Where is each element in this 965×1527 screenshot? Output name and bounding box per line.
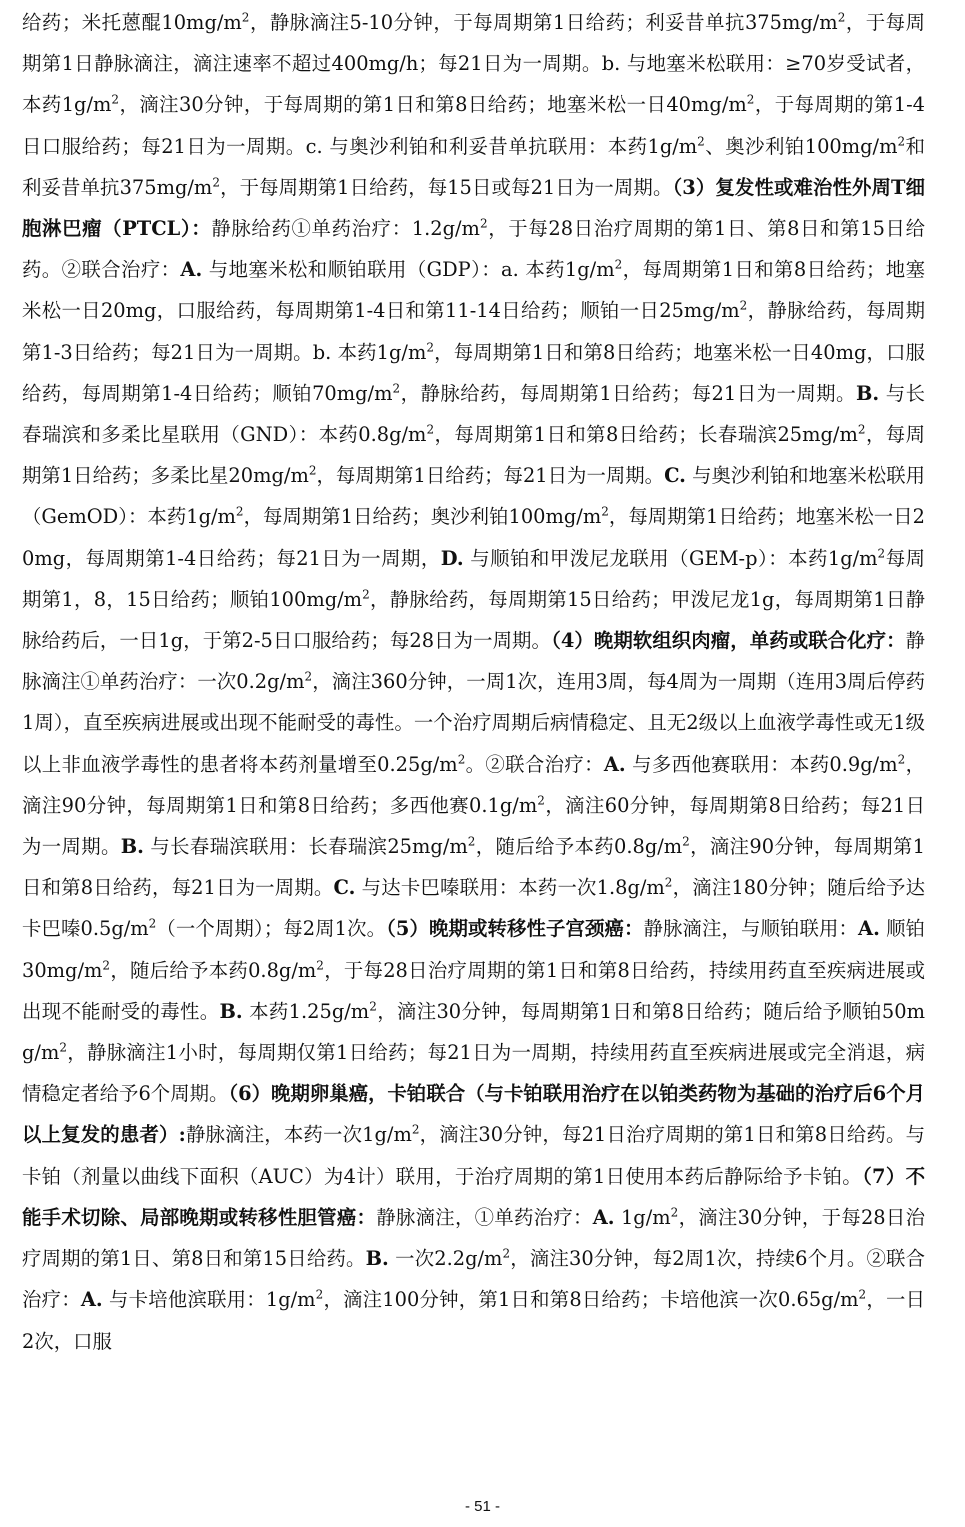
- text-run: 、奥沙利铂100mg/m: [704, 134, 898, 158]
- superscript: 2: [502, 1246, 511, 1261]
- text-run: 顺铂30mg/m: [22, 917, 925, 982]
- text-run: （一个周期）；每2周1次。: [156, 917, 387, 941]
- bold-text-run: B.: [855, 381, 880, 405]
- text-run: ，每周期第1日和第8日给药；地塞米松一日20mg，口服给药，每周期第1-4日和第11-14日给药；顺铂一日25mg/m: [22, 258, 925, 323]
- text-run: 和利妥昔单抗375mg/m: [22, 134, 926, 199]
- text-run: ，静脉滴注1小时，每周期仅第1日给药；每21日为一周期，持续用药直至疾病进展或完全消退，病情稳定者给予6个周期。: [22, 1041, 925, 1106]
- superscript: 2: [746, 92, 755, 107]
- superscript: 2: [369, 999, 377, 1014]
- superscript: 2: [697, 134, 705, 149]
- text-run: ，滴注90分钟，每周期第1日和第8日给药；多西他赛0.1g/m: [22, 752, 925, 817]
- superscript: 2: [664, 875, 673, 890]
- bold-text-run: （3）复发性或难治性外周T细胞淋巴瘤（PTCL）：: [22, 175, 925, 241]
- bold-text-run: （7）不能手术切除、局部晚期或转移性胆管癌：: [22, 1164, 925, 1229]
- text-run: ，每周期第1日给药；多柔比星20mg/m: [22, 423, 926, 488]
- text-run: 静脉滴注，本药一次1g/m: [185, 1123, 412, 1147]
- text-run: ，每周期第1日给药；每21日为一周期。: [316, 464, 665, 488]
- superscript: 2: [739, 298, 748, 313]
- text-run: ，于每周期第1日静脉滴注，滴注速率不超过400mg/h；每21日为一周期。b. 与地塞米松联用：≥70岁受试者，本药1g/m: [22, 11, 925, 117]
- superscript: 2: [362, 587, 370, 602]
- superscript: 2: [457, 752, 466, 767]
- text-run: ，静脉滴注5-10分钟，于每周期第1日给药；利妥昔单抗375mg/m: [249, 11, 838, 34]
- text-run: ，滴注90分钟，每周期第1日和第8日给药，每21日为一周期。: [22, 835, 925, 900]
- bold-text-run: （5）晚期或转移性子宫颈癌：: [386, 917, 644, 941]
- text-run: ，静脉给药，每周期第15日给药；甲泼尼龙1g，每周期第1日静脉给药后，一日1g，于第2-5日口服给药；每28日为一周期。: [22, 587, 926, 653]
- superscript: 2: [235, 504, 244, 519]
- superscript: 2: [537, 793, 545, 808]
- text-run: ，于每周期的第1-4日口服给药；每21日为一周期。c. 与奥沙利铂和利妥昔单抗联用：本药1g/m: [22, 93, 926, 158]
- superscript: 2: [241, 10, 250, 25]
- text-run: ，静脉给药，每周期第1-3日给药；每21日为一周期。b. 本药1g/m: [22, 299, 926, 364]
- text-run: ，滴注30分钟，每2周1次，持续6个月。②联合治疗：: [22, 1247, 925, 1312]
- text-run: 静脉滴注，①单药治疗：: [376, 1205, 593, 1229]
- text-run: ，于每28日治疗周期的第1日和第8日给药，持续用药直至疾病进展或出现不能耐受的毒性。: [22, 958, 925, 1023]
- text-run: ，滴注30分钟，于每28日治疗周期的第1日、第8日和第15日给药。: [22, 1205, 925, 1271]
- superscript: 2: [837, 10, 846, 25]
- text-run: ，于每周期第1日给药，每15日或每21日为一周期。: [219, 175, 673, 199]
- text-run: 。②联合治疗：: [465, 752, 604, 776]
- text-run: ，滴注100分钟，第1日和第8日给药；卡培他滨一次0.65g/m: [323, 1288, 859, 1312]
- text-run: 与顺铂和甲泼尼龙联用（GEM-p）：本药1g/m: [463, 546, 878, 570]
- bold-text-run: D.: [440, 546, 464, 570]
- text-run: 与长春瑞滨和多柔比星联用（GND）：本药0.8g/m: [22, 381, 925, 447]
- page-number: - 51 -: [464, 1498, 500, 1515]
- text-run: 静脉给药①单药治疗：1.2g/m: [211, 217, 480, 241]
- bold-text-run: A.: [592, 1205, 615, 1229]
- superscript: 2: [877, 546, 886, 561]
- bold-text-run: A.: [180, 258, 203, 282]
- superscript: 2: [102, 958, 111, 973]
- text-run: 静脉滴注①单药治疗：一次0.2g/m: [22, 629, 925, 694]
- text-run: ，滴注360分钟，一周1次，连用3周，每4周为一周期（连用3周后停药1周），直至疾病进展或出现不能耐受的毒性。一个治疗周期后病情稳定、且无2级以上血液学毒性或无1级以上非血液学毒性的患者将本药剂量增至0.25g/m: [22, 670, 925, 776]
- superscript: 2: [315, 1287, 324, 1302]
- bold-text-run: A.: [80, 1288, 103, 1312]
- text-run: ，于每28日治疗周期的第1日、第8日和第15日给药。②联合治疗：: [22, 217, 925, 282]
- text-run: 给药；米托蒽醌10mg/m: [22, 11, 242, 34]
- text-run: ，每周期第1日和第8日给药；地塞米松一日40mg，口服给药，每周期第1-4日给药；顺铂70mg/m: [22, 340, 925, 405]
- bold-text-run: B.: [219, 999, 243, 1023]
- text-run: 与多西他赛联用：本药0.9g/m: [625, 752, 898, 776]
- superscript: 2: [111, 92, 120, 107]
- superscript: 2: [858, 1287, 867, 1302]
- text-run: 每周期第1，8，15日给药；顺铂100mg/m: [22, 546, 925, 611]
- bold-text-run: C.: [664, 464, 686, 488]
- text-run: 与奥沙利铂和地塞米松联用（GemOD）：本药1g/m: [22, 464, 925, 529]
- bold-text-run: B.: [120, 835, 144, 859]
- superscript: 2: [411, 1123, 420, 1138]
- text-run: ，随后给予本药0.8g/m: [475, 835, 683, 859]
- text-run: ，静脉给药，每周期第1日给药；每21日为一周期。: [400, 381, 856, 405]
- text-run: ，滴注30分钟，于每周期的第1日和第8日给药；地塞米松一日40mg/m: [119, 93, 747, 117]
- bold-text-run: （4）晚期软组织肉瘤，单药或联合化疗：: [551, 629, 906, 653]
- bold-text-run: A.: [603, 752, 626, 776]
- superscript: 2: [426, 340, 435, 355]
- superscript: 2: [479, 216, 488, 231]
- body-paragraph: [22, 2, 925, 1362]
- text-run: ，一日2次，口服: [22, 1288, 926, 1353]
- superscript: 2: [682, 834, 690, 849]
- text-run: 本药1.25g/m: [242, 999, 370, 1023]
- superscript: 2: [601, 504, 609, 519]
- superscript: 2: [857, 422, 866, 437]
- text-run: ，滴注30分钟，每周期第1日和第8日给药；随后给予顺铂50mg/m: [22, 999, 925, 1065]
- superscript: 2: [316, 958, 324, 973]
- superscript: 2: [897, 134, 906, 149]
- text-run: ，滴注180分钟；随后给予达卡巴嗪0.5g/m: [22, 876, 926, 941]
- superscript: 2: [308, 463, 317, 478]
- superscript: 2: [392, 381, 401, 396]
- text-run: 一次2.2g/m: [388, 1247, 503, 1271]
- superscript: 2: [212, 175, 220, 190]
- text-run: 与达卡巴嗪联用：本药一次1.8g/m: [355, 876, 665, 900]
- text-run: ，每周期第1日给药；地塞米松一日20mg，每周期第1-4日给药；每21日为一周期，: [22, 505, 925, 570]
- superscript: 2: [304, 669, 313, 684]
- text-run: 静脉滴注，与顺铂联用：: [643, 917, 859, 941]
- text-run: 与长春瑞滨联用：长春瑞滨25mg/m: [143, 835, 468, 859]
- bold-text-run: （6）晚期卵巢癌，卡铂联合（与卡铂联用治疗在以铂类药物为基础的治疗后6个月以上复发的患者）:: [22, 1082, 925, 1147]
- text-run: 与地塞米松和顺铂联用（GDP）：a. 本药1g/m: [202, 258, 615, 282]
- text-run: ，每周期第1日和第8日给药；长春瑞滨25mg/m: [434, 423, 858, 447]
- bold-text-run: C.: [333, 876, 356, 900]
- bold-text-run: B.: [365, 1247, 389, 1271]
- superscript: 2: [670, 1205, 679, 1220]
- superscript: 2: [59, 1040, 67, 1055]
- text-run: ，每周期第1日给药；奥沙利铂100mg/m: [243, 505, 602, 529]
- superscript: 2: [467, 834, 476, 849]
- superscript: 2: [897, 752, 906, 767]
- text-run: ，滴注60分钟，每周期第8日给药；每21日为一周期。: [22, 793, 925, 859]
- text-run: 与卡培他滨联用：1g/m: [102, 1288, 316, 1312]
- text-run: ，随后给予本药0.8g/m: [110, 958, 317, 982]
- bold-text-run: A.: [858, 917, 880, 941]
- text-run: 1g/m: [614, 1205, 671, 1229]
- superscript: 2: [614, 257, 623, 272]
- superscript: 2: [426, 422, 435, 437]
- text-run: ，滴注30分钟，每21日治疗周期的第1日和第8日给药。与卡铂（剂量以曲线下面积（AUC）为4计）联用，于治疗周期的第1日使用本药后静际给予卡铂。: [22, 1123, 925, 1188]
- superscript: 2: [148, 917, 157, 932]
